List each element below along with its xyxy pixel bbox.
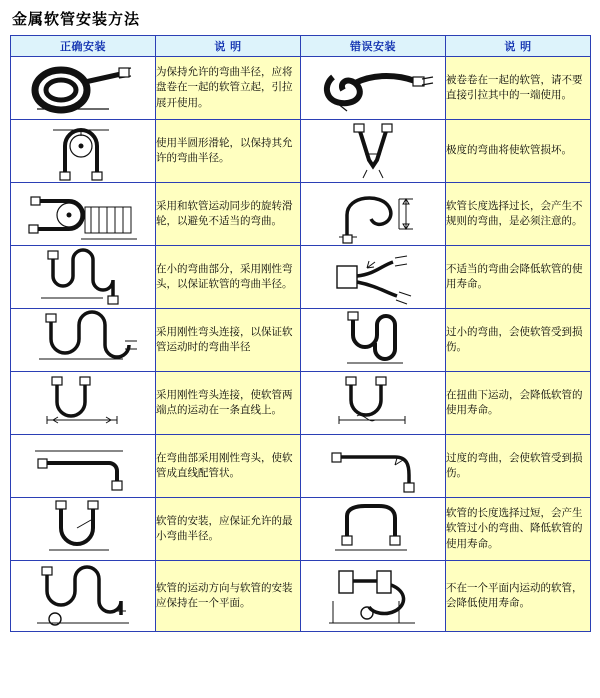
page-title: 金属软管安装方法: [12, 10, 141, 28]
row-9-wrong-text: 不在一个平面内运动的软管，会降低使用寿命。: [446, 561, 591, 632]
row-4-wrong-text: 不适当的弯曲会降低软管的使用寿命。: [446, 246, 591, 309]
header-wrong-install: 错误安装: [301, 36, 446, 57]
excessive-bend-l-icon: [301, 435, 446, 498]
row-8-wrong-text: 软管的长度选择过短，会产生软管过小的弯曲、降低软管的使用寿命。: [446, 498, 591, 561]
sharp-v-bend-icon: [301, 120, 446, 183]
table-row: [11, 372, 591, 435]
row-7-correct-text: 在弯曲部采用刚性弯头，使软管成直线配管状。: [156, 435, 301, 498]
row-1-wrong-text: 被卷卷在一起的软管，请不要直接引拉其中的一端使用。: [446, 57, 591, 120]
table-row: [11, 561, 591, 632]
too-small-bend-icon: [301, 309, 446, 372]
row-5-correct-text: 采用刚性弯头连接，以保证软管运动时的弯曲半径: [156, 309, 301, 372]
row-3-wrong-text: 软管长度选择过长，会产生不规则的弯曲，是必须注意的。: [446, 183, 591, 246]
header-description-2: 说 明: [446, 36, 591, 57]
off-plane-motion-icon: [301, 561, 446, 632]
row-6-wrong-text: 在扭曲下运动，会降低软管的使用寿命。: [446, 372, 591, 435]
table-row: [11, 183, 591, 246]
straight-pipe-elbow-icon: [11, 435, 156, 498]
row-1-correct-text: 为保持允许的弯曲半径，应将盘卷在一起的软管立起，引拉展开使用。: [156, 57, 301, 120]
row-8-correct-text: 软管的安装，应保证允许的最小弯曲半径。: [156, 498, 301, 561]
row-3-correct-text: 采用和软管运动同步的旋转滑轮，以避免不适当的弯曲。: [156, 183, 301, 246]
twisting-motion-icon: [301, 372, 446, 435]
rigid-elbow-motion-icon: [11, 309, 156, 372]
table-row: [11, 498, 591, 561]
row-5-wrong-text: 过小的弯曲，会使软管受到损伤。: [446, 309, 591, 372]
rotating-pulley-sync-icon: [11, 183, 156, 246]
row-2-wrong-text: 极度的弯曲将使软管损坏。: [446, 120, 591, 183]
overlong-hose-square-icon: [301, 498, 446, 561]
header-correct-install: 正确安装: [11, 36, 156, 57]
table-row: [11, 309, 591, 372]
row-2-correct-text: 使用半圆形滑轮，以保持其允许的弯曲半径。: [156, 120, 301, 183]
rigid-elbow-straight-line-icon: [11, 372, 156, 435]
row-4-correct-text: 在小的弯曲部分，采用刚性弯头，以保证软管的弯曲半径。: [156, 246, 301, 309]
coiled-hose-standing-icon: [11, 57, 156, 120]
same-plane-motion-icon: [11, 561, 156, 632]
table-row: [11, 57, 591, 120]
row-7-wrong-text: 过度的弯曲，会使软管受到损伤。: [446, 435, 591, 498]
table-header-row: [11, 36, 591, 57]
table-row: [11, 120, 591, 183]
hose-installation-table: [10, 35, 591, 632]
table-row: [11, 435, 591, 498]
coiled-hose-pulled-icon: [301, 57, 446, 120]
table-row: [11, 246, 591, 309]
row-9-correct-text: 软管的运动方向与软管的安装应保持在一个平面。: [156, 561, 301, 632]
min-bend-radius-u-icon: [11, 498, 156, 561]
rigid-elbow-small-bend-icon: [11, 246, 156, 309]
u-bend-with-pulley-icon: [11, 120, 156, 183]
header-description-1: 说 明: [156, 36, 301, 57]
overlong-hose-loop-icon: [301, 183, 446, 246]
improper-bend-block-icon: [301, 246, 446, 309]
row-6-correct-text: 采用刚性弯头连接，使软管两端点的运动在一条直线上。: [156, 372, 301, 435]
